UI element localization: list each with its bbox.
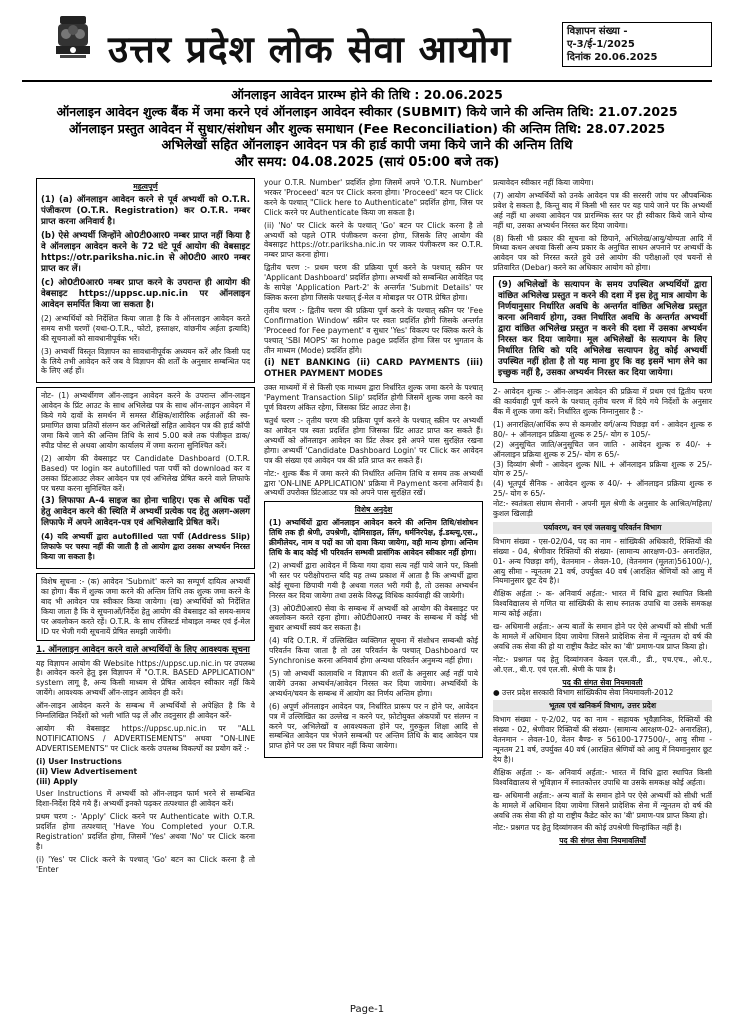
environment-preferred-qual: ख- अधिमानी अर्हता:- अन्य बातों के समान होने पर ऐसे अभ्यर्थी को सीधी भर्ती के मामले में अधिमान दिया जायेगा जिसने प्रादेशिक सेना में न्यूनतम दो वर्ष की अवधि तक सेवा की हो या राष्ट्रीय कैडेट कोर का 'बी' प्रमाण-पत्र प्राप्त किया हो। xyxy=(493,622,712,651)
environment-service-rules-heading: पद की संगत सेवा नियमावली xyxy=(562,677,643,687)
second-step-para: द्वितीय चरण :- प्रथम चरण की प्रक्रिया पूर्ण करने के पश्चात् स्क्रीन पर 'Applicant Dashboard' प्रदर्शित होगा। अभ्यर्थी को सम्बन्धित आवेदित पद के सापेक्ष 'Application Part-2' के अन्तर्गत 'Submit Details' पर क्लिक करना होगा जिसके पश्चात् ई-मेल व मोबाइल पर OTR प्रेषित होगा। xyxy=(264,263,483,302)
option-user-instructions: (i) User Instructions xyxy=(36,756,122,766)
environment-post-details: विभाग संख्या - एस-02/04, पद का नाम - सांख्यिकी अधिकारी, रिक्तियों की संख्या - 04, श्रेणीवार रिक्तियों की संख्या- (सामान्य आरक्षण-03- अनारक्षित, 01- अन्य पिछड़ा वर्ग), वेतनमान - लेवल-10, (वेतनमान (मूलतः)56100/-), आयु सीमा - न्यूनतम 21 वर्ष, उपर्युक्त 40 वर्ष (आरक्षित श्रेणियों को आयु में नियमानुसार छूट देय है)। xyxy=(493,536,712,586)
adv-number: ए-3/ई-1/2025 xyxy=(567,39,635,50)
third-step-para: तृतीय चरण :- द्वितीय चरण की प्रक्रिया पूर्ण करने के पश्चात् स्क्रीन पर 'Fee Confirmation Window' स्क्रीन पर स्वतः प्रदर्शित होगी जिसके अन्तर्गत 'Proceed for Fee payment' व सुधार 'Yes' विकल्प पर क्लिक करने के पश्चात् 'SBI MOPS' का home page प्रदर्शित होगा जिस पर भुगतान के तीन माध्यम (Mode) प्रदर्शित होंगे। xyxy=(264,305,483,355)
important-point-steps: (2) अभ्यर्थियों को निर्देशित किया जाता है कि वे ऑनलाइन आवेदन करते समय सभी चरणों (यथा-O.T.R., फोटो, हस्ताक्षर, वांछनीय अर्हता इत्यादि) की सूचनाओं को सावधानीपूर्वक भरें। xyxy=(41,313,250,343)
special-notice-box xyxy=(36,573,255,640)
note-point-4: (4) यदि अभ्यर्थी द्वारा autofilled पता पर्ची (Address Slip) लिफाफे पर चस्पा नहीं की जाती है तो आयोग द्वारा उसका अभ्यर्थन निरस्त किया जा सकता है। xyxy=(41,532,250,562)
special-instructions-heading: विशेष अनुदेश xyxy=(354,505,393,515)
date-line-start: ऑनलाइन आवेदन प्रारम्भ होने की तिथि : 20.06.2025 xyxy=(231,87,503,102)
date-line-hardcopy: अभिलेखों सहित ऑनलाइन आवेदन पत्र की हार्ड कापी जमा किये जाने की अन्तिम तिथि xyxy=(161,138,573,153)
fourth-step-para: चतुर्थ चरण :- तृतीय चरण की प्रक्रिया पूर्ण करने के पश्चात् स्क्रीन पर अभ्यर्थी का आवेदन पत्र स्वतः प्रदर्शित होगा जिसका प्रिंट आउट प्राप्त कर सकते हैं। अभ्यर्थी को ऑनलाइन आवेदन का प्रिंट लेकर इसे अपने पास सुरक्षित रखना होगा। अभ्यर्थी 'Candidate Dashboard Login' पर Click कर आवेदन पत्र की संख्या एवं आवेदन पत्र की प्रति प्राप्त कर सकते हैं। xyxy=(264,416,483,465)
col3-para-1: प्रत्यावेदन स्वीकार नहीं किया जायेगा। xyxy=(493,178,594,187)
note-point-1: नोट- (1) अभ्यर्थीगण ऑन-लाइन आवेदन करने के उपरान्त ऑन-लाइन आवेदन के प्रिंट आउट के साथ अभिलेख पत्र के साथ ऑन-लाइन आवेदन में किये गये दावों के समर्थन में समस्त शैक्षिक/शारीरिक अर्हताओं की स्व-प्रमाणित छाया प्रतियों संलग्न कर अभिलेखों सहित आवेदन पत्र की हार्ड कॉपी जमा किये जाने की अन्तिम तिथि के सायं 5.00 बजे तक पंजीकृत डाक/स्पीड पोस्ट से अथवा आयोग कार्यालय में जमा कराना सुनिश्चित करें। xyxy=(41,391,250,450)
section-1-para-3: आयोग की वेबसाइट https://uppsc.up.nic.in पर "ALL NOTIFICATIONS / ADVERTISEMENTS" अथवा "ON-LINE ADVERTISEMENTS" पर Click करके उपलब्ध विकल्पों का प्रयोग करें :- xyxy=(36,724,255,753)
important-point-read-ad: (3) अभ्यर्थी विस्तृत विज्ञापन का सावधानीपूर्वक अध्ययन करें और किसी पद के लिये तभी आवेदन करें जब वे विज्ञापन की शर्तों के अनुसार सम्बन्धित पद के लिए अर्ह हों। xyxy=(41,346,250,376)
col3-para-2: (7) आयोग अभ्यर्थियों को उनके आवेदन पत्र की सरसरी जांच पर औपबन्धिक प्रवेश दे सकता है, किन्तु बाद में किसी भी स्तर पर यह पाये जाने पर कि अभ्यर्थी अर्ह नहीं था अथवा आवेदन पत्र प्रारम्भिक स्तर पर ही स्वीकार किये जाने योग्य नहीं था, उसका अभ्यर्थन निरस्त कर दिया जायेगा। xyxy=(493,190,712,230)
section-1-para-1: यह विज्ञापन आयोग की Website https://uppsc.up.nic.in पर उपलब्ध है। आवेदन करने हेतु इस विज्ञापन में "O.T.R. BASED APPLICATION" system लागू है, अन्य किसी माध्यम से प्रेषित आवेदन स्वीकार नहीं किये जायेंगे। आवश्यक अभ्यर्थी ऑन-लाइन आवेदन ही करें। xyxy=(36,658,255,698)
date-line-submit: ऑनलाइन आवेदन शुल्क बैंक में जमा करने एवं ऑनलाइन आवेदन स्वीकार (SUBMIT) किये जाने की अन्तिम तिथि: 21.07.2025 xyxy=(56,104,678,119)
date-line-hardcopy-time: और समय: 04.08.2025 (सायं 05:00 बजे तक) xyxy=(234,155,500,170)
advertisement-number-box xyxy=(562,22,712,67)
column-2 xyxy=(264,178,483,986)
environment-dept-heading: पर्यावरण, वन एवं जलवायु परिवर्तन विभाग xyxy=(493,522,712,534)
application-fee-para: 2- आवेदन शुल्क :- ऑन-लाइन आवेदन की प्रक्रिया में प्रथम एवं द्वितीय चरण की कार्यवाही पूर्ण करने के पश्चात् तृतीय चरण में दिये गये निर्देशों के अनुसार बैंक में शुल्क जमा करें। निर्धारित शुल्क निम्नानुसार है :- xyxy=(493,387,712,416)
special-instructions-box xyxy=(264,501,483,758)
geology-divyang-note: नोट:- प्रश्नगत पद हेतु दिव्यांगजन की कोई उपश्रेणी चिन्हांकित नहीं है। xyxy=(493,823,682,833)
otr-number-para: your O.T.R. Number' प्रदर्शित होगा जिसमें अपने 'O.T.R. Number' भरकर 'Proceed' बटन पर Click करना होगा। 'Proceed' बटन पर Click करने के पश्चात् "Click here to Authenticate" प्रदर्शित होगा, जिस पर Click करने पर Authenticate किया जा सकता है। xyxy=(264,178,483,217)
geology-post-details: विभाग संख्या - ए-2/02, पद का नाम - सहायक भूवैज्ञानिक, रिक्तियों की संख्या - 02, श्रेणीवार रिक्तियों की संख्या- (सामान्य आरक्षण-02- अनारक्षित), वेतनमान - लेवल-10, वेतन बैण्ड- रु 56100-177500/-, आयु सीमा - न्यूनतम 21 वर्ष, उपर्युक्त 40 वर्ष (आरक्षित श्रेणियों को आयु में नियमानुसार छूट देय है)। xyxy=(493,715,712,764)
environment-essential-qual: शैक्षिक अर्हता :- क- अनिवार्य अर्हता:- भारत में विधि द्वारा स्थापित किसी विश्वविद्यालय से गणित या सांख्यिकी के साथ स्नातक उपाधि या उसके समकक्ष मान्य कोई अर्हता। xyxy=(493,589,712,619)
payment-slip-para: उक्त माध्यमों में से किसी एक माध्यम द्वारा निर्धारित शुल्क जमा करने के पश्चात् 'Payment Transaction Slip' प्रदर्शित होगी जिसमें शुल्क जमा करने का पूर्ण विवरण अंकित रहेगा, जिसका प्रिंट आउट लेना है। xyxy=(264,383,483,413)
fee-note: नोट:- शुल्क बैंक में जमा करने की निर्धारित अन्तिम तिथि व समय तक अभ्यर्थी द्वारा 'ON-LINE APPLICATION' प्रक्रिया में Payment करना अनिवार्य है। अभ्यर्थी उपरोक्त प्रिंटआउट पत्र को अपने पास सुरक्षित रखें। xyxy=(264,468,483,498)
fee-ex-servicemen: (4) भूतपूर्व सैनिक - आवेदन शुल्क रु 40/- + ऑनलाइन प्रक्रिया शुल्क रु 25/- योग रु 65/- xyxy=(493,479,712,499)
col3-para-3: (8) किसी भी प्रकार की सूचना को छिपाने, अभिलेख/आयु/योग्यता आदि में मिथ्या कथन अथवा किसी अन्य प्रकार के अनुचित साधन अपनाने पर अभ्यर्थी के आवेदन पत्र को निरस्त करते हुये उसे आयोग की परीक्षाओं एवं चयनों से प्रतिवारित (Debar) करने का अधिकार आयोग को होगा। xyxy=(493,233,712,273)
special-instruction-6: (6) अपूर्ण ऑनलाइन आवेदन पत्र, निर्धारित प्रारूप पर न होने पर, आवेदन पत्र में उल्लिखित का उल्लेख न करने पर, फ़ोटोयुक्त अंकपत्रों पर संलग्न न करने पर, अभिलेखों व आवश्यकता होने पर, गुरुकुल शिक्षा आदि से सम्बन्धित आवेदन पत्र भेजने सम्बन्धी पर अन्तिम तिथि के बाद आवेदन पत्र प्राप्त होने पर उस पर विचार नहीं किया जायेगा। xyxy=(269,701,478,751)
first-step-para: प्रथम चरण :- 'Apply' Click करने पर Authenticate with O.T.R. प्रदर्शित होगा तत्पश्चात् 'Have You Completed your O.T.R. Registration' प्रदर्शित होगा, जिसमें 'Yes' अथवा 'No' पर Click करना है। xyxy=(36,812,255,851)
fee-general: (1) अनारक्षित/आर्थिक रूप से कमजोर वर्ग/अन्य पिछड़ा वर्ग - आवेदन शुल्क रु 80/- + ऑनलाइन प्रक्रिया शुल्क रु 25/- योग रु 105/- xyxy=(493,419,712,439)
otr-no-para: (ii) 'No' पर Click करने के पश्चात् 'Go' बटन पर Click करना है तो अभ्यर्थी को पहले OTR पंजीकरण करना होगा, जिसके लिए आयोग की वेबसाइट https://otr.pariksha.nic.in पर जाकर पंजीकरण कर O.T.R. नम्बर प्राप्त करना होगा। xyxy=(264,220,483,260)
adv-date: दिनांक 20.06.2025 xyxy=(567,52,658,63)
important-point-otr: (1) (a) ऑनलाइन आवेदन करने से पूर्व अभ्यर्थी को O.T.R. पंजीकरण (O.T.R. Registration) कर O.T.R. नम्बर प्राप्त करना अनिवार्य है। xyxy=(41,194,250,227)
note-point-2: (2) आयोग की वेबसाइट पर Candidate Dashboard (O.T.R. Based) पर login कर autofilled पता पर्ची को download कर व उसका प्रिंटआउट लेकर आवेदन पत्र एवं अभिलेख प्रेषित करने वाले लिफाफे पर चस्पा करना सुनिश्चित करें। xyxy=(41,453,250,493)
state-emblem-icon xyxy=(50,14,96,72)
page-number: Page-1 xyxy=(349,1004,385,1015)
column-3 xyxy=(493,178,712,986)
body-columns xyxy=(36,178,712,986)
fee-sc-st: (2) अनुसूचित जाति/अनुसूचित जन जाति - आवेदन शुल्क रु 40/- + ऑनलाइन प्रक्रिया शुल्क रु 25/- योग रु 65/- xyxy=(493,439,712,459)
column-1 xyxy=(36,178,255,986)
section-1-para-2: ऑन-लाइन आवेदन करने के सम्बन्ध में अभ्यर्थियों से अपेक्षित है कि वे निम्नलिखित निर्देशों को भली भांति पढ़ लें और तदनुसार ही आवेदन करें- xyxy=(36,701,255,721)
fee-divyang: (3) दिव्यांग श्रेणी - आवेदन शुल्क NIL + ऑनलाइन प्रक्रिया शुल्क रु 25/- योग रु 25/- xyxy=(493,459,712,479)
important-dates xyxy=(22,86,712,171)
special-instruction-2: (2) अभ्यर्थी द्वारा आवेदन में किया गया दावा सत्य नहीं पाये जाने पर, किसी भी स्तर पर परीक्षोपरान्त यदि यह तथ्य प्रकाश में आता है कि अभ्यर्थी द्वारा कोई सूचना छिपायी गयी है अथवा गलत भरी गयी है, तो उसका अभ्यर्थन निरस्त कर दिया जायेगा तथा उसके विरुद्ध विधिक कार्यवाही की जायेगी। xyxy=(269,560,478,600)
date-line-correction: ऑनलाइन प्रस्तुत आवेदन में सुधार/संशोधन और शुल्क समाधान (Fee Reconciliation) की अन्तिम तिथि: 28.07.2025 xyxy=(68,121,666,136)
header-divider xyxy=(22,80,712,82)
section-1-heading: 1. ऑनलाइन आवेदन करने वाले अभ्यर्थियों के लिए आवश्यक सूचना xyxy=(36,644,250,655)
option-view-advertisement: (ii) View Advertisement xyxy=(36,766,138,776)
important-point-website: (c) ओ0टी0आर0 नम्बर प्राप्त करने के उपरान्त ही आयोग की वेबसाइट https://uppsc.up.nic.in पर ऑनलाइन आवेदन समर्पित किया जा सकता है। xyxy=(41,277,250,310)
geology-essential-qual: शैक्षिक अर्हता :- क- अनिवार्य अर्हता:- भारत में विधि द्वारा स्थापित किसी विश्वविद्यालय से भूविज्ञान में स्नातकोत्तर उपाधि या उसके समकक्ष कोई अर्हता। xyxy=(493,767,712,787)
page-header xyxy=(22,14,712,72)
special-notice: विशेष सूचना :- (क) आवेदन 'Submit' करने का सम्पूर्ण दायित्व अभ्यर्थी का होगा। बैंक में शुल्क जमा करने की अन्तिम तिथि तक शुल्क जमा करने के बाद भी आवेदन पत्र स्वीकार किया जायेगा। (ख) अभ्यर्थियों को निर्देशित किया जाता है कि वे सूचनाओं/निर्देश हेतु आयोग की वेबसाइट को समय-समय पर अवलोकन करते रहें। O.T.R. के साथ रजिस्टर्ड मोबाइल नम्बर एवं ई-मेल ID पर भेजी गयी सूचनायें प्रेषित समझी जायेंगी। xyxy=(41,577,250,636)
geology-preferred-qual: ख- अधिमानी अर्हता:- अन्य बातों के समान होने पर ऐसे अभ्यर्थी को सीधी भर्ती के मामले में अधिमान दिया जायेगा जिसने प्रादेशिक सेना में न्यूनतम दो वर्ष की अवधि तक सेवा की हो या राष्ट्रीय कैडेट कोर का 'बी' प्रमाण-पत्र प्राप्त किया हो। xyxy=(493,790,712,820)
important-heading: महत्वपूर्ण xyxy=(133,182,158,191)
option-apply: (iii) Apply xyxy=(36,776,78,786)
important-box xyxy=(36,178,255,383)
environment-divyang-note: नोट:- प्रश्नगत पद हेतु दिव्यांगजन केवल एल.वी., डी., एच.एच., ओ.ए., ओ.एल., बी.ए. एवं एल.सी. श्रेणी के पात्र है। xyxy=(493,654,712,674)
important-point-otr-72h: (b) ऐसे अभ्यर्थी जिन्होंने ओ0टी0आर0 नम्बर प्राप्त नहीं किया है वे ऑनलाइन आवेदन करने के 72 घंटे पूर्व आयोग की वेबसाइट https://otr.pariksha.nic.in से ओ0टी0 आर0 नम्बर प्राप्त कर लें। xyxy=(41,230,250,274)
note-box xyxy=(36,387,255,569)
environment-service-rules: ● उत्तर प्रदेश सरकारी विभाग सांख्यिकीय सेवा नियमावली-2012 xyxy=(493,687,674,697)
adv-label: विज्ञापन संख्या - xyxy=(567,26,628,37)
document-verification-box: (9) अभिलेखों के सत्यापन के समय उपस्थित अभ्यर्थियों द्वारा वांछित अभिलेख प्रस्तुत न करने की दशा में इस हेतु मात्र आयोग के निर्णयानुसार निर्धारित अवधि के अन्तर्गत वांछित अभिलेख प्रस्तुत करना अनिवार्य होगा, उक्त निर्धारित अवधि के अन्तर्गत अभ्यर्थी द्वारा वांछित अभिलेख प्रस्तुत न करने की दशा में उसका अभ्यर्थन निरस्त कर दिया जायेगा। मूल अभिलेखों के सत्यापन के लिए निर्धारित तिथि को यदि अभिलेख सत्यापन हेतु कोई अभ्यर्थी उपस्थित नहीं होता है तो यह माना हुए कि वह इसमें भाग लेने का इच्छुक नहीं है, उसका अभ्यर्थन निरस्त कर दिया जायेगा। xyxy=(493,276,712,383)
geology-service-rules-heading: पद की संगत सेवा नियमावलियाँ xyxy=(559,836,646,846)
section-1-para-4: User Instructions में अभ्यर्थी को ऑन-लाइन फार्म भरने से सम्बन्धित दिशा-निर्देश दिये गये हैं। अभ्यर्थी इनको पढ़कर तत्पश्चात ही आवेदन करें। xyxy=(36,789,255,809)
special-instruction-3: (3) ओ0टी0आर0 सेवा के सम्बन्ध में अभ्यर्थी को आयोग की वेबसाइट पर अवलोकन करते रहना होगा। ओ0टी0आर0 नम्बर के सम्बन्ध में कोई भी सुधार अभ्यर्थी स्वयं कर सकता है। xyxy=(269,603,478,633)
fee-note: नोट:- स्वतंत्रता संग्राम सेनानी - अपनी मूल श्रेणी के अनुसार के आश्रित/महिला/कुशल खिलाड़ी xyxy=(493,499,712,519)
special-instruction-4: (4) यदि O.T.R. में उल्लिखित व्यक्तिगत सूचना में संशोधन सम्बन्धी कोई परिवर्तन किया जाता है तो उस परिवर्तन के पश्चात् Dashboard पर Synchronise करना अनिवार्य होगा अन्यथा परिवर्तन अनुमन्य नहीं होगा। xyxy=(269,636,478,666)
commission-title: उत्तर प्रदेश लोक सेवा आयोग xyxy=(108,27,512,71)
first-step-yes-para: (i) 'Yes' पर Click करने के पश्चात् 'Go' बटन का Click करना है तो 'Enter xyxy=(36,854,255,874)
geology-dept-heading: भूतत्व एवं खनिकर्म विभाग, उत्तर प्रदेश xyxy=(493,700,712,712)
note-point-3: (3) लिफाफा A-4 साइज का होना चाहिए। एक से अधिक पदों हेतु आवेदन करने की स्थिति में अभ्यर्थी प्रत्येक पद हेतु अलग-अलग लिफाफे में अपने आवेदन-पत्र एवं अभिलेखादि प्रेषित करें। xyxy=(41,496,250,529)
special-instruction-5: (5) जो अभ्यर्थी कालावधि न विज्ञापन की शर्तों के अनुसार अर्ह नहीं पाये जायेंगे उनका अभ्यर्थन/आवेदन निरस्त कर दिया जायेगा। अभ्यर्थियों के अभ्यर्थन/चयन के सम्बन्ध में आयोग का निर्णय अन्तिम होगा। xyxy=(269,668,478,698)
special-instruction-1: (1) अभ्यर्थियों द्वारा ऑनलाइन आवेदन करने की अन्तिम तिथि/संशोधन तिथि तक ही श्रेणी, उपश्रेणी, दोमिसाइल, लिंग, धर्मनिरपेक्ष, ई.डब्ल्यू.एस., क्रीमीलेयर, नाम व पदों का जो दावा किया जायेगा, वही मान्य होगा। अन्तिम तिथि के बाद कोई भी परिवर्तन सम्भवी प्रासंगिक आवेदन स्वीकार नहीं होगा। xyxy=(269,518,478,557)
payment-modes: (i) NET BANKING (ii) CARD PAYMENTS (iii) OTHER PAYMENT MODES xyxy=(264,358,483,380)
